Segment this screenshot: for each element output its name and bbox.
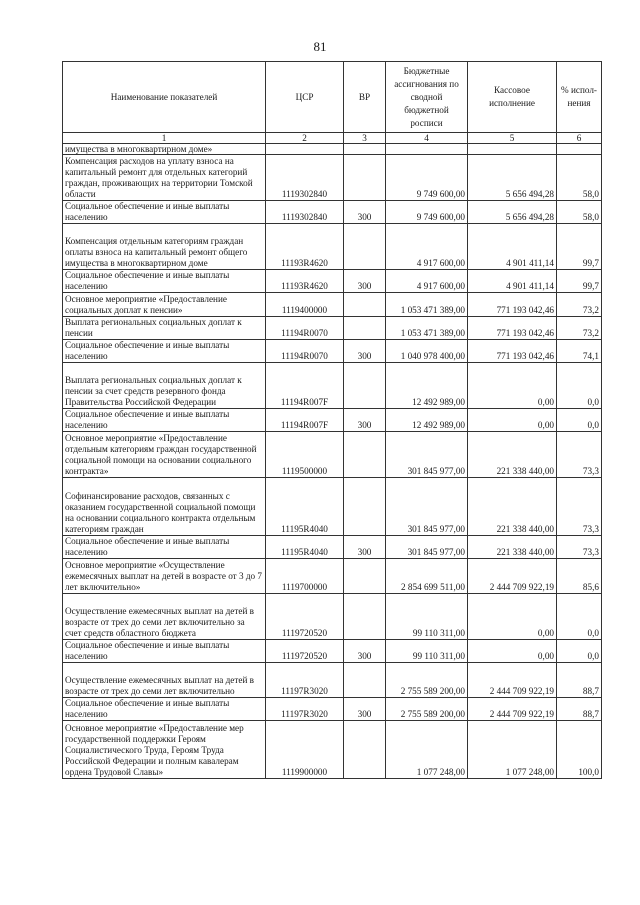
row-budget: 2 854 699 511,00: [386, 559, 468, 594]
row-pct: 0,0: [557, 594, 602, 640]
row-pct: 74,1: [557, 340, 602, 363]
row-name: Социальное обеспечение и иные выплаты населению: [63, 201, 266, 224]
row-pct: 88,7: [557, 698, 602, 721]
row-name: Основное мероприятие «Осуществление ежемесячных выплат на детей в возрасте от 3 до 7 лет включительно»: [63, 559, 266, 594]
row-budget: 9 749 600,00: [386, 155, 468, 201]
row-csr: 11194R007F: [266, 409, 344, 432]
table-row: [63, 721, 602, 779]
row-cash: 5 656 494,28: [468, 201, 557, 224]
header-csr: ЦСР: [266, 62, 344, 133]
row-vr: [344, 293, 386, 317]
table-row: [63, 409, 602, 432]
row-budget: 99 110 311,00: [386, 640, 468, 663]
row-csr: 11195R4040: [266, 536, 344, 559]
table-row: [63, 559, 602, 594]
row-name: Компенсация отдельным категориям граждан оплаты взноса на капитальный ремонт общего имущества в многоквартирном доме: [63, 224, 266, 270]
row-csr: 11195R4040: [266, 478, 344, 536]
row-pct: 100,0: [557, 721, 602, 779]
row-vr: [344, 478, 386, 536]
row-cash: 0,00: [468, 594, 557, 640]
row-vr: [344, 363, 386, 409]
row-pct: 73,3: [557, 536, 602, 559]
row-vr: [344, 224, 386, 270]
row-pct: 0,0: [557, 363, 602, 409]
column-number: 2: [266, 133, 344, 144]
page-number: 81: [313, 39, 327, 54]
row-vr: [344, 559, 386, 594]
table-row: [63, 340, 602, 363]
header-name: Наименование показателей: [63, 62, 266, 133]
row-vr: [344, 663, 386, 698]
row-vr: 300: [344, 340, 386, 363]
row-name: Социальное обеспечение и иные выплаты населению: [63, 536, 266, 559]
row-name: Социальное обеспечение и иные выплаты населению: [63, 270, 266, 293]
row-cash: 4 901 411,14: [468, 224, 557, 270]
row-csr: 1119720520: [266, 640, 344, 663]
row-budget: 1 077 248,00: [386, 721, 468, 779]
column-number: 5: [468, 133, 557, 144]
table-row: [63, 155, 602, 201]
row-vr: 300: [344, 201, 386, 224]
header-vr: ВР: [344, 62, 386, 133]
row-name: Компенсация расходов на уплату взноса на капитальный ремонт для отдельных категорий граждан, проживающих на территории Томской области: [63, 155, 266, 201]
row-csr: 1119500000: [266, 432, 344, 478]
row-budget: 301 845 977,00: [386, 536, 468, 559]
budget-table: [62, 61, 602, 779]
row-name: Осуществление ежемесячных выплат на детей в возрасте от трех до семи лет включительно: [63, 663, 266, 698]
row-csr: 11194R0070: [266, 340, 344, 363]
column-number: 4: [386, 133, 468, 144]
row-vr: 300: [344, 536, 386, 559]
row-csr: 11194R007F: [266, 363, 344, 409]
row-cash: 0,00: [468, 409, 557, 432]
table-row: [63, 478, 602, 536]
row-pct: 73,3: [557, 478, 602, 536]
row-budget: 12 492 989,00: [386, 363, 468, 409]
row-name: Основное мероприятие «Предоставление мер государственной поддержки Героям Социалистического Труда, Героям Труда Российской Федерации и полным кавалерам ордена Трудовой Славы»: [63, 721, 266, 779]
row-budget: 4 917 600,00: [386, 270, 468, 293]
row-csr: 11197R3020: [266, 663, 344, 698]
row-cash: 2 444 709 922,19: [468, 559, 557, 594]
table-row: [63, 201, 602, 224]
row-vr: 300: [344, 409, 386, 432]
column-number: 1: [63, 133, 266, 144]
row-name: Софинансирование расходов, связанных с оказанием государственной социальной помощи на основании социального контракта отдельным категориям граждан: [63, 478, 266, 536]
row-vr: [344, 721, 386, 779]
row-vr: 300: [344, 270, 386, 293]
row-pct: 73,3: [557, 432, 602, 478]
row-name: Выплата региональных социальных доплат к пенсии: [63, 317, 266, 340]
row-pct: 58,0: [557, 155, 602, 201]
row-pct: 73,2: [557, 317, 602, 340]
row-csr: 1119400000: [266, 293, 344, 317]
row-csr: 1119302840: [266, 201, 344, 224]
row-csr: 1119302840: [266, 155, 344, 201]
table-row: [63, 317, 602, 340]
column-number: 3: [344, 133, 386, 144]
row-vr: 300: [344, 640, 386, 663]
row-csr: 1119700000: [266, 559, 344, 594]
row-pct: 73,2: [557, 293, 602, 317]
row-budget: 12 492 989,00: [386, 409, 468, 432]
row-name: Основное мероприятие «Предоставление социальных доплат к пенсии»: [63, 293, 266, 317]
row-cash: 0,00: [468, 363, 557, 409]
table-row: [63, 293, 602, 317]
row-csr: 1119720520: [266, 594, 344, 640]
row-name: Осуществление ежемесячных выплат на детей в возрасте от трех до семи лет включительно за счет средств областного бюджета: [63, 594, 266, 640]
row-cash: 221 338 440,00: [468, 536, 557, 559]
row-vr: 300: [344, 698, 386, 721]
header-cash: Кассовое исполнение: [468, 62, 557, 133]
continuation-row: [63, 144, 602, 155]
row-budget: 2 755 589 200,00: [386, 663, 468, 698]
table-row: [63, 224, 602, 270]
row-pct: 99,7: [557, 224, 602, 270]
row-cash: 1 077 248,00: [468, 721, 557, 779]
row-budget: 1 053 471 389,00: [386, 317, 468, 340]
row-csr: 11197R3020: [266, 698, 344, 721]
row-budget: 9 749 600,00: [386, 201, 468, 224]
row-pct: 58,0: [557, 201, 602, 224]
row-pct: 88,7: [557, 663, 602, 698]
row-vr: [344, 317, 386, 340]
table-row: [63, 432, 602, 478]
row-budget: 4 917 600,00: [386, 224, 468, 270]
row-cash: 0,00: [468, 640, 557, 663]
table-row: [63, 536, 602, 559]
row-cash: 771 193 042,46: [468, 317, 557, 340]
table-row: [63, 640, 602, 663]
column-number-row: [63, 133, 602, 144]
row-csr: 1119900000: [266, 721, 344, 779]
row-csr: 11194R0070: [266, 317, 344, 340]
row-pct: 0,0: [557, 409, 602, 432]
row-name: Основное мероприятие «Предоставление отдельным категориям граждан государственной социальной помощи на основании социального контракта»: [63, 432, 266, 478]
row-cash: 221 338 440,00: [468, 478, 557, 536]
row-budget: 99 110 311,00: [386, 594, 468, 640]
row-budget: 1 040 978 400,00: [386, 340, 468, 363]
row-cash: 2 444 709 922,19: [468, 698, 557, 721]
column-number: 6: [557, 133, 602, 144]
row-vr: [344, 594, 386, 640]
row-budget: 301 845 977,00: [386, 432, 468, 478]
row-pct: 85,6: [557, 559, 602, 594]
row-pct: 99,7: [557, 270, 602, 293]
table-row: [63, 270, 602, 293]
row-name: Социальное обеспечение и иные выплаты населению: [63, 340, 266, 363]
table-row: [63, 594, 602, 640]
row-vr: [344, 155, 386, 201]
row-name: Социальное обеспечение и иные выплаты населению: [63, 640, 266, 663]
row-budget: 301 845 977,00: [386, 478, 468, 536]
row-csr: 11193R4620: [266, 224, 344, 270]
table-row: [63, 363, 602, 409]
row-cash: 5 656 494,28: [468, 155, 557, 201]
row-name: Социальное обеспечение и иные выплаты населению: [63, 409, 266, 432]
row-cash: 2 444 709 922,19: [468, 663, 557, 698]
header-pct: % испол-нения: [557, 62, 602, 133]
row-name: Выплата региональных социальных доплат к пенсии за счет средств резервного фонда Правительства Российской Федерации: [63, 363, 266, 409]
header-row: [63, 62, 602, 133]
row-budget: 1 053 471 389,00: [386, 293, 468, 317]
row-pct: 0,0: [557, 640, 602, 663]
table-row: [63, 698, 602, 721]
row-cash: 4 901 411,14: [468, 270, 557, 293]
row-name: Социальное обеспечение и иные выплаты населению: [63, 698, 266, 721]
row-cash: 221 338 440,00: [468, 432, 557, 478]
row-cash: 771 193 042,46: [468, 340, 557, 363]
row-vr: [344, 432, 386, 478]
row-csr: 11193R4620: [266, 270, 344, 293]
row-budget: 2 755 589 200,00: [386, 698, 468, 721]
continuation-text: имущества в многоквартирном доме»: [63, 144, 266, 155]
table-row: [63, 663, 602, 698]
header-budget: Бюджетные ассигнования по сводной бюджетной росписи: [386, 62, 468, 133]
row-cash: 771 193 042,46: [468, 293, 557, 317]
